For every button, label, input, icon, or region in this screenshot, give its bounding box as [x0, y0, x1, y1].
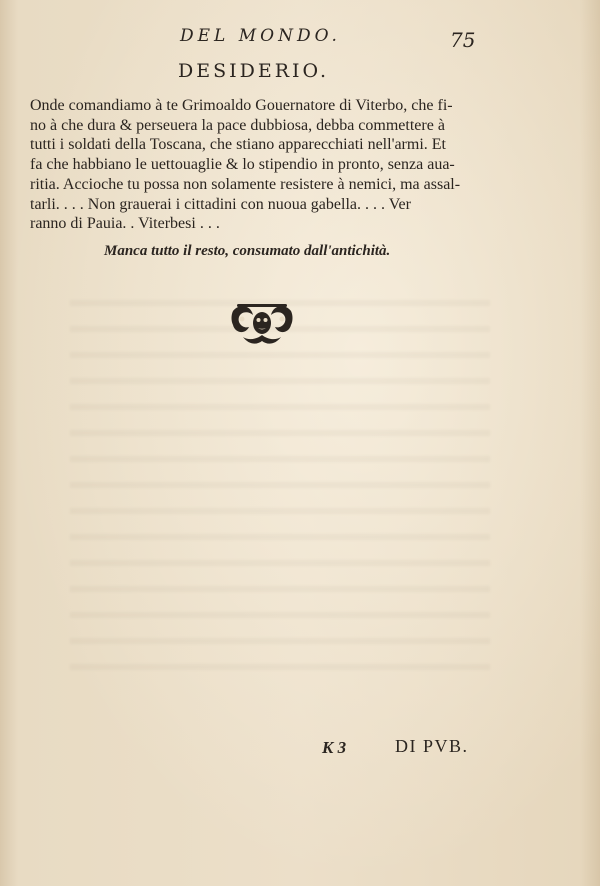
signature-mark: K 3: [322, 738, 347, 757]
section-title: DESIDERIO.: [178, 60, 330, 82]
text-line: tutti i soldati della Toscana, che stiano apparecchiati nell'armi. Et: [30, 136, 446, 154]
text-line: fa che habbiano le uettouaglie & lo stipendio in pronto, senza aua-: [30, 156, 455, 174]
body-paragraph: [30, 96, 500, 234]
missing-text-note: Manca tutto il resto, consumato dall'antichità.: [104, 243, 391, 259]
text-line: ritia. Accioche tu possa non solamente resistere à nemici, ma assal-: [30, 175, 461, 193]
text-line: no à che dura & perseuera la pace dubbiosa, debba commettere à: [30, 116, 445, 134]
printers-ornament-icon: [229, 301, 295, 347]
running-head: DEL MONDO.: [180, 26, 341, 46]
text-line: tarli. . . . Non grauerai i cittadini con nuoua gabella. . . . Ver: [30, 195, 411, 213]
catchword: DI PVB.: [395, 736, 469, 756]
page-number: 75: [450, 28, 476, 52]
text-line: Onde comandiamo à te Grimoaldo Gouernatore di Viterbo, che fi-: [30, 97, 453, 114]
show-through-text: [70, 300, 490, 680]
text-line: ranno di Pauia. . Viterbesi . . .: [30, 215, 220, 233]
